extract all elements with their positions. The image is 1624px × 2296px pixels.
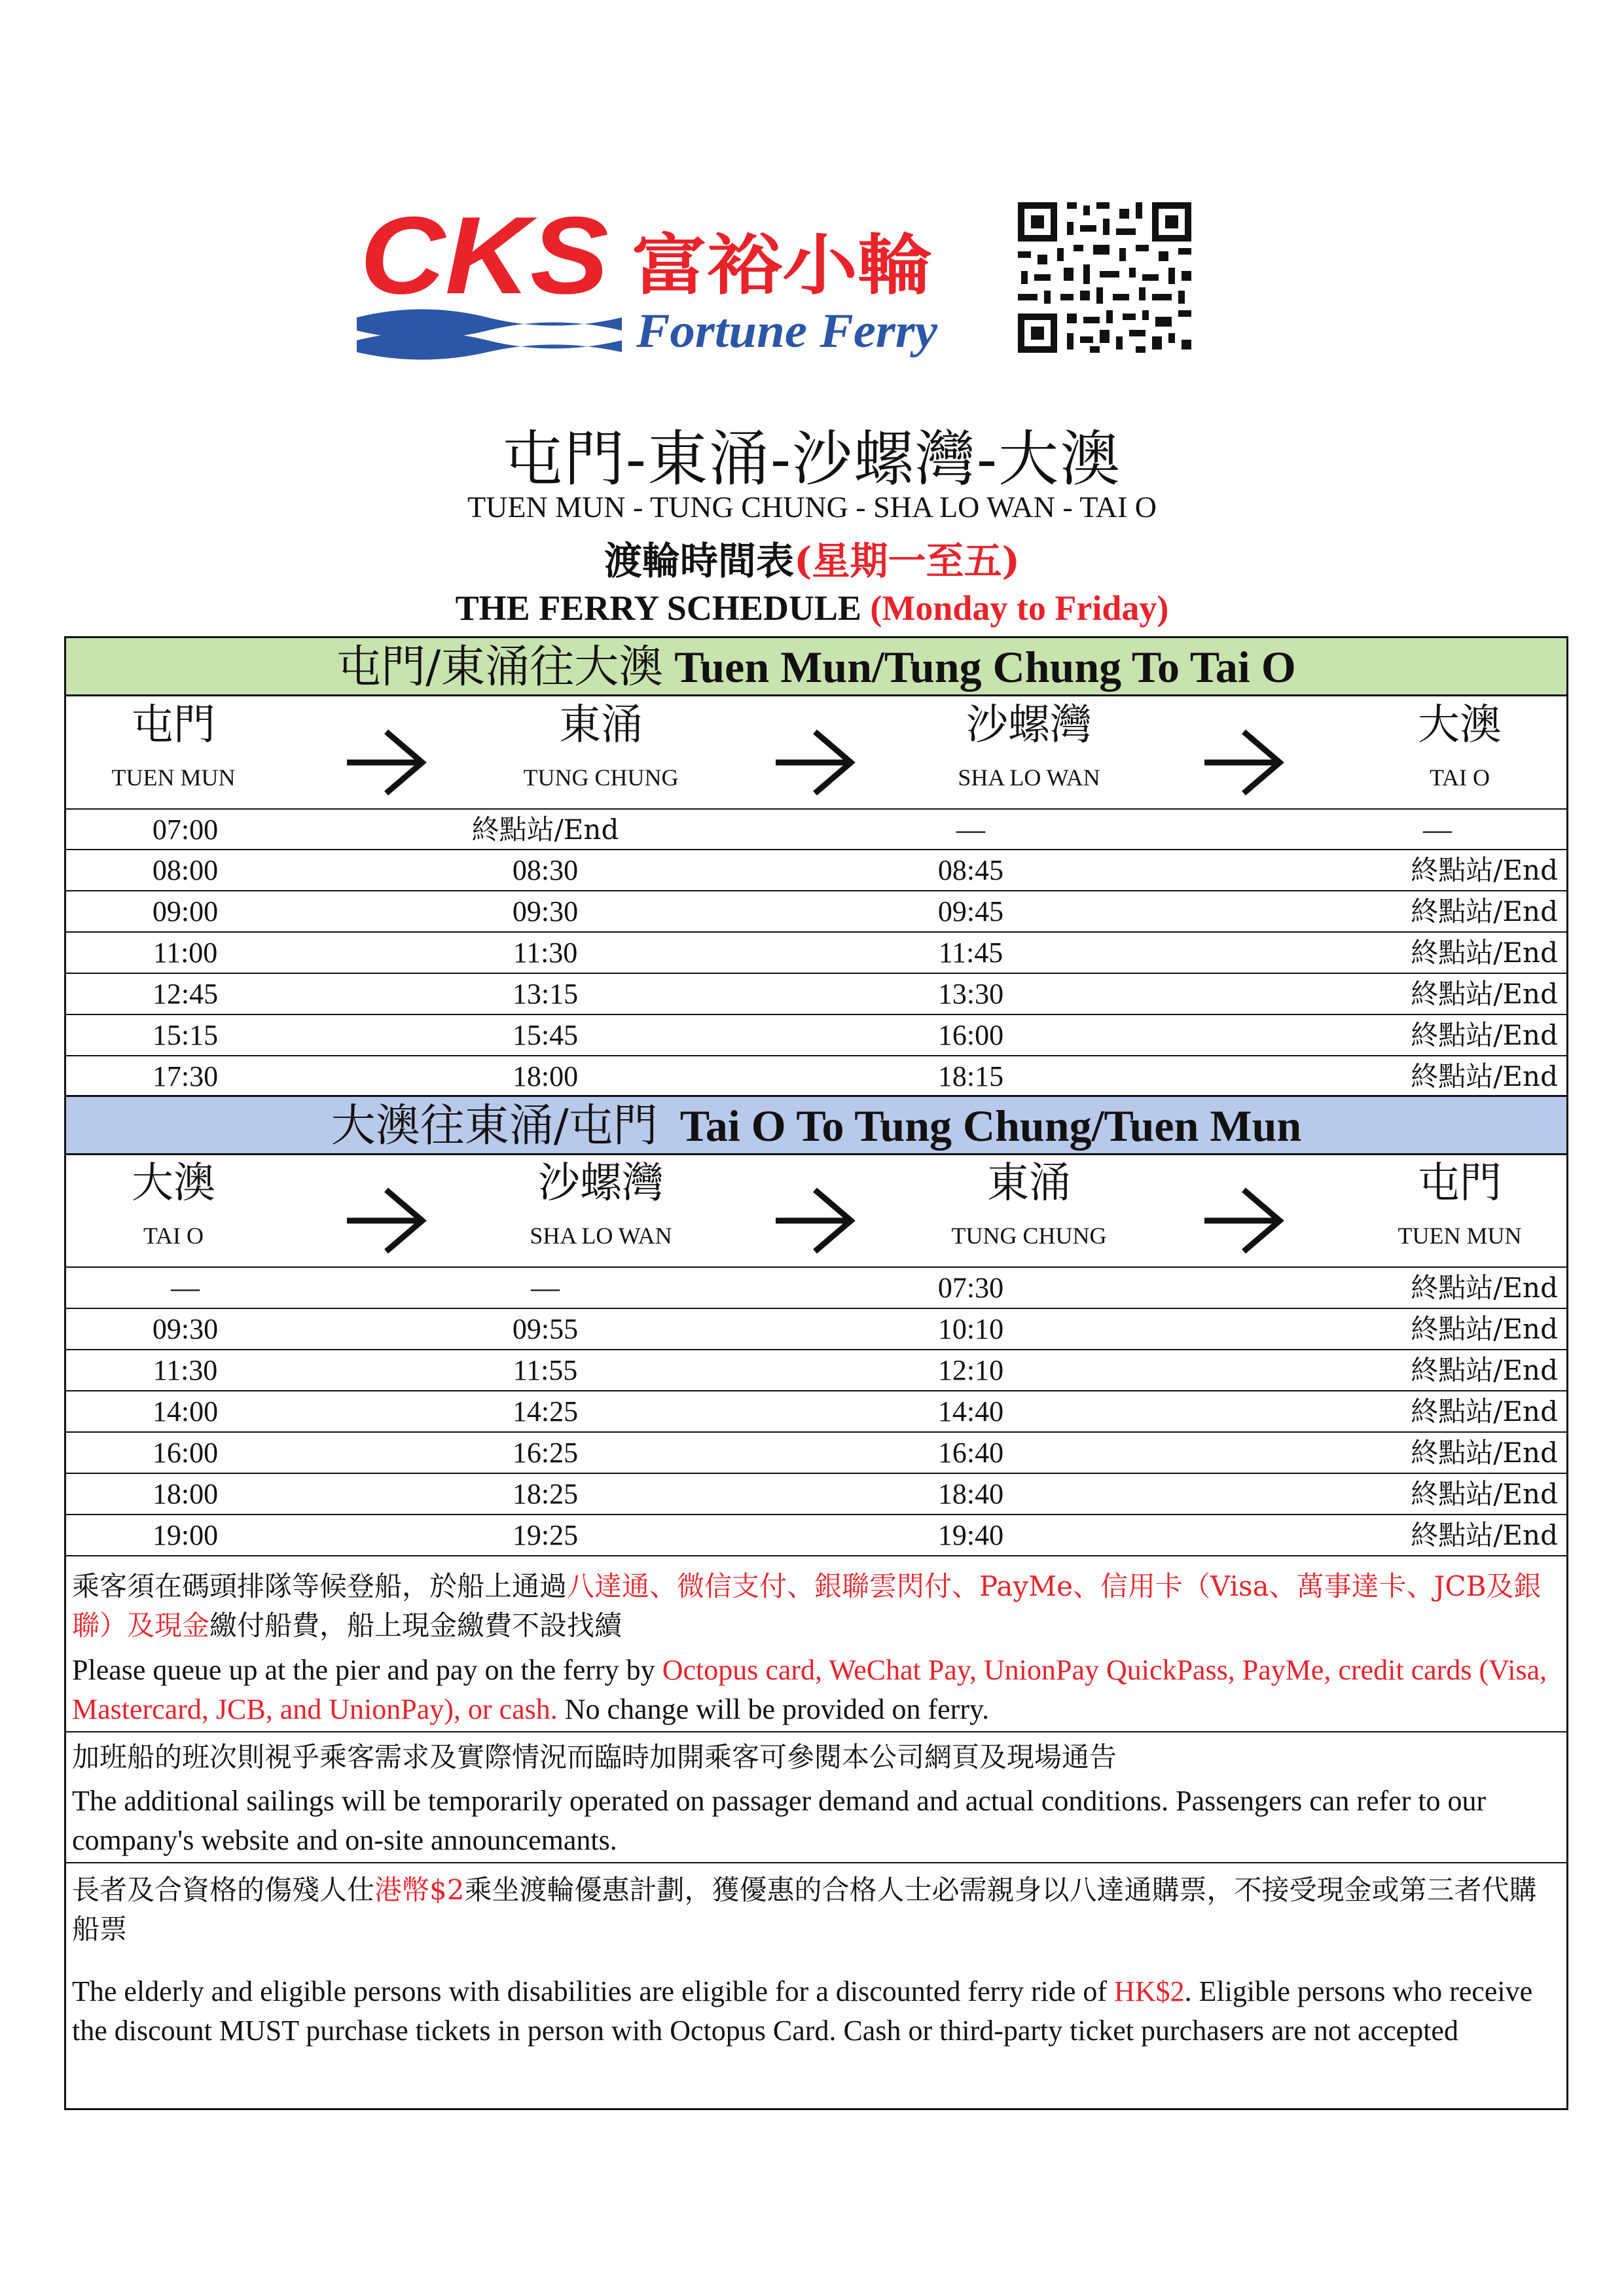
time-cell: 11:45 [938,937,1003,969]
time-cell: 07:30 [937,1272,1004,1304]
section1-station-4 [1342,702,1578,791]
time-cell: 09:30 [152,1313,219,1345]
station-name-cn: 屯門 [132,701,215,749]
elderly-en-fare: HK$2 [1114,1975,1185,2007]
time-cell: 19:25 [512,1519,579,1551]
time-cell: 19:00 [152,1519,219,1551]
section1-title [64,636,1568,696]
time-cell: 14:40 [937,1395,1004,1427]
time-cell: — [956,814,985,846]
section1-title-en: Tuen Mun/Tung Chung To Tai O [674,642,1296,692]
time-cell: 終點站/End [1411,1060,1558,1092]
station-name-en: TUEN MUN [111,764,236,791]
arrow-right-icon [1201,1185,1286,1257]
additional-note-en: The additional sailings will be temporarily operated on passager demand and actual conditions. Passengers can refer to our company's website and on-site announcemants. [72,1785,1487,1856]
time-cell: 終點站/End [1411,1478,1558,1510]
time-cell: 終點站/End [1411,978,1558,1010]
table-row [64,1308,1568,1350]
time-cell: 09:30 [512,895,579,927]
elderly-note-en [72,1972,1558,2051]
station-name-en: TUNG CHUNG [951,1223,1107,1249]
time-cell: — [531,1272,560,1304]
time-cell: 09:45 [937,895,1004,927]
time-cell: 16:00 [152,1437,219,1469]
qr-code-icon[interactable] [1011,195,1198,360]
elderly-cn-text-2: 乘坐渡輪優惠計劃，獲優惠的合格人士必需親身以八達通購票，不接受現金或第三者代購船票 [72,1874,1537,1945]
elderly-note-cn [72,1871,1558,1949]
time-cell: 17:30 [152,1060,219,1092]
time-cell: 12:10 [937,1354,1004,1386]
payment-en-text-2: No change will be provided on ferry. [557,1693,990,1725]
station-name-cn: 東涌 [987,1159,1071,1208]
section2-title-cn: 大澳往東涌/屯門 [331,1100,658,1152]
section2-station-4 [1342,1160,1578,1249]
station-name-cn: 大澳 [1418,701,1502,749]
time-cell: 18:00 [512,1060,579,1092]
station-name-cn: 屯門 [1418,1159,1502,1208]
time-cell: 13:15 [512,978,579,1010]
section2-title [64,1095,1568,1155]
section2-station-2 [483,1160,719,1249]
arrow-right-icon [344,1185,429,1257]
time-cell: 15:45 [512,1019,579,1051]
payment-note-en [72,1651,1558,1729]
station-name-en: TAI O [1429,764,1490,791]
time-cell: 終點站/End [1411,1272,1558,1304]
time-cell: 08:00 [152,854,219,886]
section1-station-3 [911,702,1147,791]
station-name-cn: 沙螺灣 [966,701,1092,749]
payment-en-text: Please queue up at the pier and pay on the ferry by [72,1654,662,1686]
time-cell: 16:25 [512,1437,579,1469]
payment-note-cn [72,1567,1558,1645]
time-cell: 終點站/End [1411,1019,1558,1051]
table-row [64,1014,1568,1056]
time-cell: 終點站/End [1411,937,1558,969]
time-cell: 19:40 [937,1519,1004,1551]
section1-title-cn: 屯門/東涌往大澳 [336,641,664,693]
table-row [64,1432,1568,1473]
section1-station-1 [56,702,291,791]
additional-cn-text: 加班船的班次則視乎乘客需求及實際情況而臨時加開乘客可參閱本公司網頁及現場通告 [72,1741,1117,1773]
table-row [64,1473,1568,1515]
table-row [64,1391,1568,1432]
table-row [64,850,1568,891]
time-cell: 終點站/End [1411,1437,1558,1469]
additional-note-cn [72,1738,1558,1777]
time-cell: 16:40 [937,1437,1004,1469]
arrow-right-icon [1201,726,1286,798]
station-name-en: SHA LO WAN [958,764,1100,791]
table-row [64,1350,1568,1391]
station-name-en: TUEN MUN [1398,1223,1522,1249]
arrow-right-icon [772,726,857,798]
payment-cn-text-2: 繳付船費，船上現金繳費不設找續 [209,1609,623,1641]
time-cell: 08:30 [512,854,579,886]
subtitle-en-days: (Monday to Friday) [870,588,1169,628]
table-row [64,973,1568,1014]
time-cell: — [171,1272,200,1304]
station-name-cn: 東涌 [559,701,643,749]
table-row [64,932,1568,973]
section2-station-1 [56,1160,291,1249]
time-cell: 13:30 [937,978,1004,1010]
time-cell: 14:25 [512,1395,579,1427]
time-cell: — [1423,814,1452,846]
payment-cn-methods: 八達通、微信支付、銀聯雲閃付、PayMe、信用卡（Visa、萬事達卡、JCB及銀聯）及現金 [72,1570,1542,1641]
table-row [64,1267,1568,1308]
time-cell: 終點站/End [1411,1519,1558,1551]
time-cell: 18:15 [937,1060,1004,1092]
logo-name-cn: 富裕小輪 [632,227,933,304]
cks-fortune-ferry-logo [353,196,956,367]
time-cell: 18:00 [152,1478,219,1510]
time-cell: 11:55 [513,1354,578,1386]
station-name-en: SHA LO WAN [530,1223,672,1249]
arrow-right-icon [772,1185,857,1257]
station-name-cn: 大澳 [132,1159,215,1208]
elderly-en-text-2: . Eligible persons who receive the discount MUST purchase tickets in person with Octopus Card. Cash or third-party ticket purchasers are not accepted [72,1975,1533,2047]
station-name-cn: 沙螺灣 [538,1159,664,1208]
section2-title-en: Tai O To Tung Chung/Tuen Mun [679,1101,1302,1151]
time-cell: 終點站/End [1411,1395,1558,1427]
arrow-right-icon [344,726,429,798]
elderly-en-text: The elderly and eligible persons with disabilities are eligible for a discounted ferry ride of [72,1975,1115,2007]
logo-name-en: Fortune Ferry [635,304,939,358]
subtitle-cn-days: (星期一至五) [794,539,1020,583]
time-cell: 11:00 [153,937,218,969]
payment-cn-text: 乘客須在碼頭排隊等候登船，於船上通過 [72,1570,568,1602]
time-cell: 16:00 [937,1019,1004,1051]
logo-brand: CKS [360,196,609,317]
elderly-cn-fare: 港幣$2 [374,1874,465,1906]
section2-station-3 [911,1160,1147,1249]
note-divider [64,1862,1568,1863]
time-cell: 終點站/End [471,814,619,846]
table-row [64,1056,1568,1097]
time-cell: 18:25 [512,1478,579,1510]
time-cell: 11:30 [513,937,578,969]
table-row [64,1515,1568,1556]
table-row [64,809,1568,850]
time-cell: 09:55 [512,1313,579,1345]
section1-station-2 [483,702,719,791]
time-cell: 終點站/End [1411,1354,1558,1386]
route-title-en: TUEN MUN - TUNG CHUNG - SHA LO WAN - TAI O [467,490,1157,524]
time-cell: 15:15 [152,1019,219,1051]
time-cell: 18:40 [937,1478,1004,1510]
subtitle-cn-text: 渡輪時間表 [604,539,795,583]
time-cell: 12:45 [152,978,219,1010]
time-cell: 終點站/End [1411,1313,1558,1345]
time-cell: 09:00 [152,895,219,927]
time-cell: 07:00 [152,814,219,846]
time-cell: 08:45 [937,854,1004,886]
station-name-en: TUNG CHUNG [523,764,679,791]
time-cell: 11:30 [153,1354,218,1386]
time-cell: 終點站/End [1411,895,1558,927]
schedule-subtitle-en [0,588,1624,628]
route-title-cn: 屯門-東涌-沙螺灣-大澳 [502,424,1122,494]
table-row [64,891,1568,932]
schedule-subtitle-cn [0,530,1624,585]
time-cell: 14:00 [152,1395,219,1427]
station-name-en: TAI O [143,1223,204,1249]
note-divider [64,1731,1568,1732]
time-cell: 10:10 [937,1313,1004,1345]
time-cell: 終點站/End [1411,854,1558,886]
elderly-cn-text: 長者及合資格的傷殘人仕 [72,1874,375,1906]
subtitle-en-text: THE FERRY SCHEDULE [455,588,861,628]
payment-en-methods: Octopus card, WeChat Pay, UnionPay QuickPass, PayMe, credit cards (Visa, Mastercard, JCB, and UnionPay), or cash. [72,1654,1547,1725]
